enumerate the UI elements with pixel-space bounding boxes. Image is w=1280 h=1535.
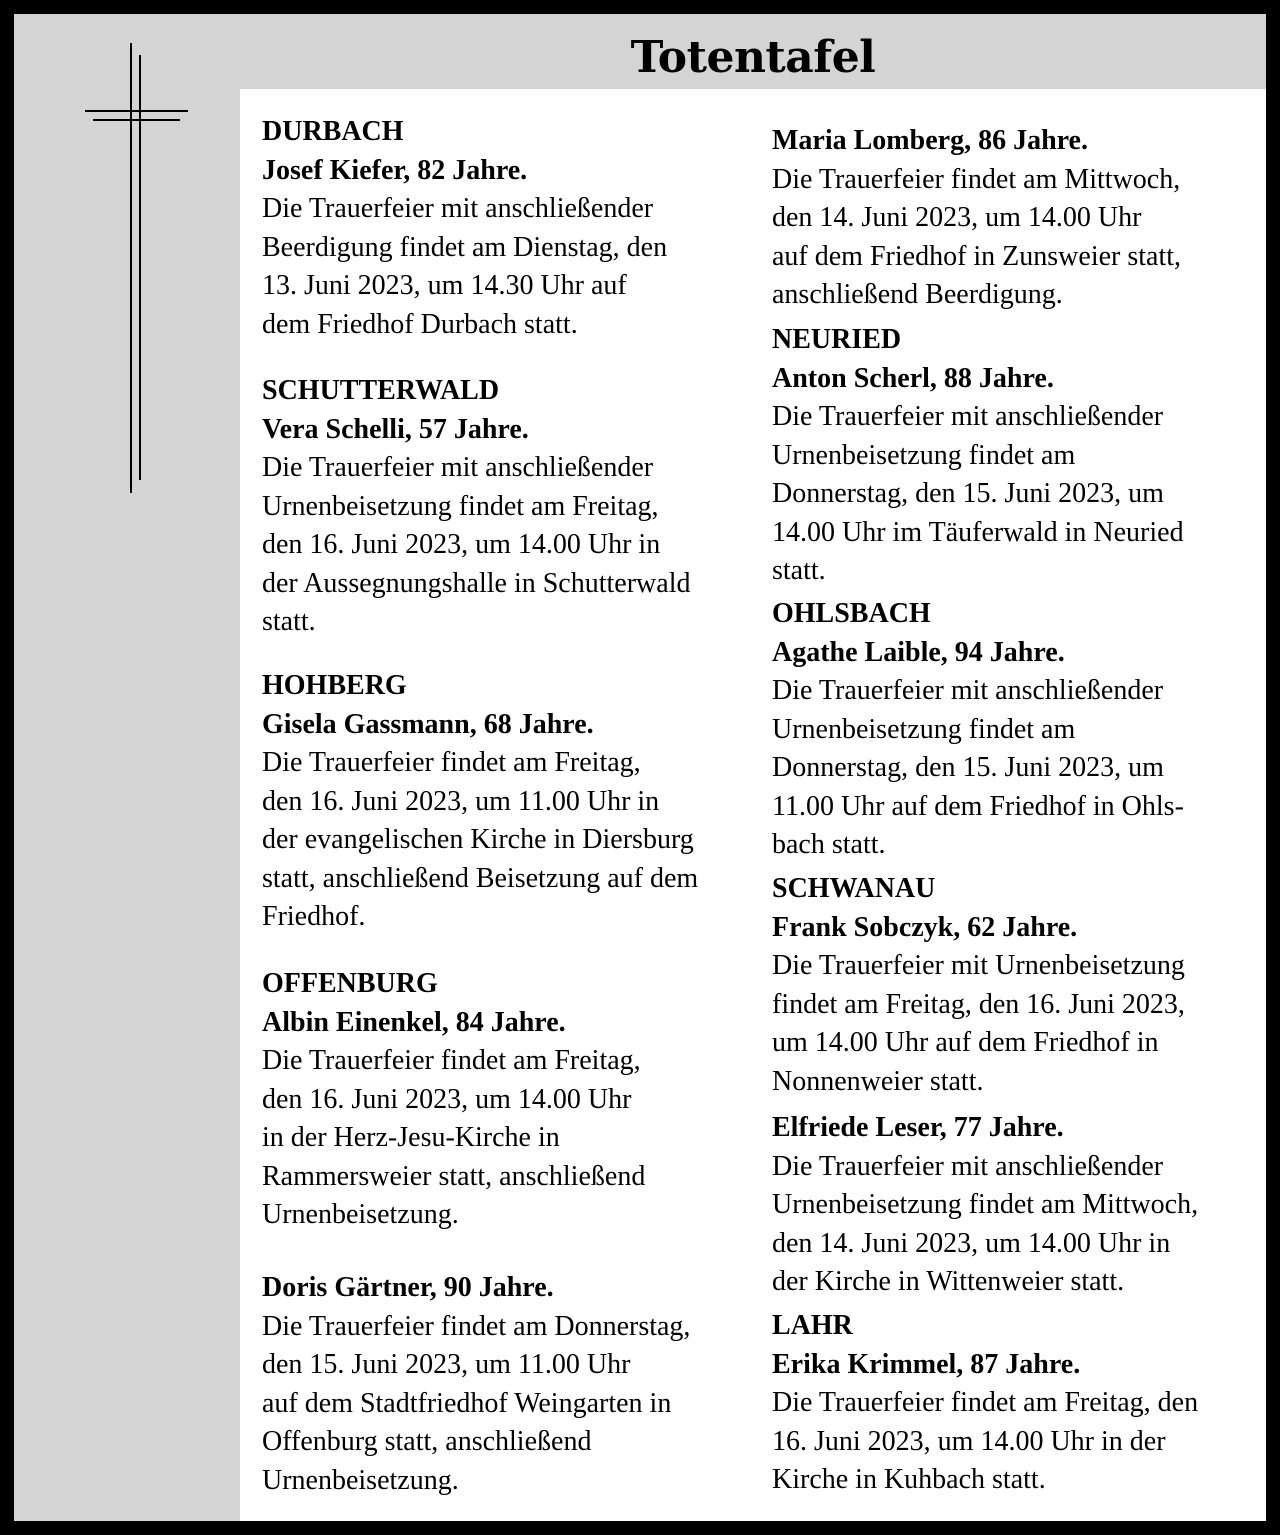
text-line: 11.00 Uhr auf dem Friedhof in Ohls- bbox=[772, 790, 1184, 822]
person-name: Albin Einenkel, 84 Jahre. bbox=[262, 1006, 566, 1038]
text-line: den 16. Juni 2023, um 14.00 Uhr bbox=[262, 1083, 632, 1115]
ceremony-text bbox=[772, 398, 1252, 591]
obituary-entry bbox=[772, 870, 1252, 1101]
text-line: der Aussegnungshalle in Schutterwald bbox=[262, 567, 691, 599]
place-heading: OHLSBACH bbox=[772, 598, 931, 629]
text-line: Kirche in Kuhbach statt. bbox=[772, 1464, 1046, 1495]
place-heading: LAHR bbox=[772, 1310, 853, 1341]
text-line: Donnerstag, den 15. Juni 2023, um bbox=[772, 478, 1164, 509]
text-line: um 14.00 Uhr auf dem Friedhof in bbox=[772, 1027, 1159, 1058]
person-name: Doris Gärtner, 90 Jahre. bbox=[262, 1272, 554, 1303]
place-heading: DURBACH bbox=[262, 116, 404, 147]
text-line: Die Trauerfeier findet am Donnerstag, bbox=[262, 1310, 691, 1342]
text-line: 14.00 Uhr im Täuferwald in Neuried bbox=[772, 516, 1184, 548]
cross-icon bbox=[71, 43, 191, 493]
text-line: statt, anschließend Beisetzung auf dem bbox=[262, 862, 699, 894]
person-name: Vera Schelli, 57 Jahre. bbox=[262, 413, 529, 445]
obituary-entry bbox=[772, 595, 1252, 865]
text-line: statt. bbox=[262, 606, 316, 637]
ceremony-text bbox=[772, 161, 1252, 315]
text-line: den 14. Juni 2023, um 14.00 Uhr bbox=[772, 202, 1142, 233]
text-line: Friedhof. bbox=[262, 901, 366, 932]
ceremony-text bbox=[262, 1308, 742, 1501]
text-line: Urnenbeisetzung findet am bbox=[772, 713, 1076, 745]
text-line: bach statt. bbox=[772, 829, 886, 860]
person-name: Erika Krimmel, 87 Jahre. bbox=[772, 1348, 1081, 1380]
place-heading: SCHUTTERWALD bbox=[262, 375, 500, 406]
obituary-entry bbox=[262, 1269, 742, 1500]
place-heading: NEURIED bbox=[772, 324, 902, 355]
text-line: Urnenbeisetzung. bbox=[262, 1464, 459, 1496]
text-line: Nonnenweier statt. bbox=[772, 1065, 984, 1097]
ceremony-text bbox=[262, 190, 742, 344]
ceremony-text bbox=[262, 744, 742, 937]
text-line: den 16. Juni 2023, um 11.00 Uhr in bbox=[262, 785, 660, 817]
obituary-entry bbox=[262, 372, 742, 642]
ceremony-text bbox=[262, 1042, 742, 1235]
text-line: Die Trauerfeier findet am Freitag, den bbox=[772, 1387, 1199, 1418]
ceremony-text bbox=[262, 449, 742, 642]
person-name: Gisela Gassmann, 68 Jahre. bbox=[262, 708, 594, 740]
text-line: den 16. Juni 2023, um 14.00 Uhr in bbox=[262, 529, 661, 560]
text-line: Die Trauerfeier findet am Mittwoch, bbox=[772, 163, 1181, 195]
text-line: Beerdigung findet am Dienstag, den bbox=[262, 231, 668, 263]
text-line: Urnenbeisetzung findet am Freitag, bbox=[262, 490, 659, 522]
text-line: dem Friedhof Durbach statt. bbox=[262, 308, 578, 340]
obituary-entry bbox=[772, 321, 1252, 591]
text-line: Urnenbeisetzung findet am bbox=[772, 439, 1076, 471]
obituary-entry bbox=[772, 1109, 1252, 1302]
text-line: 13. Juni 2023, um 14.30 Uhr auf bbox=[262, 270, 627, 301]
page-title: Totentafel bbox=[630, 32, 876, 83]
text-line: Rammersweier statt, anschließend bbox=[262, 1160, 646, 1192]
text-line: auf dem Friedhof in Zunsweier statt, bbox=[772, 240, 1182, 272]
text-line: findet am Freitag, den 16. Juni 2023, bbox=[772, 988, 1185, 1020]
place-heading: SCHWANAU bbox=[772, 873, 936, 904]
place-heading: OFFENBURG bbox=[262, 968, 438, 999]
person-name: Josef Kiefer, 82 Jahre. bbox=[262, 154, 528, 186]
text-line: Offenburg statt, anschließend bbox=[262, 1426, 592, 1457]
person-name: Frank Sobczyk, 62 Jahre. bbox=[772, 911, 1078, 943]
obituary-entry bbox=[262, 113, 742, 344]
text-line: den 15. Juni 2023, um 11.00 Uhr bbox=[262, 1349, 631, 1380]
obituary-entry bbox=[772, 1307, 1252, 1500]
obituary-entry bbox=[262, 965, 742, 1235]
text-line: den 14. Juni 2023, um 14.00 Uhr in bbox=[772, 1227, 1171, 1259]
text-line: auf dem Stadtfriedhof Weingarten in bbox=[262, 1387, 672, 1419]
person-name: Anton Scherl, 88 Jahre. bbox=[772, 362, 1054, 394]
person-name: Agathe Laible, 94 Jahre. bbox=[772, 636, 1065, 668]
text-line: der Kirche in Wittenweier statt. bbox=[772, 1266, 1125, 1297]
obituary-entry bbox=[772, 122, 1252, 315]
ceremony-text bbox=[772, 672, 1252, 865]
text-line: Donnerstag, den 15. Juni 2023, um bbox=[772, 752, 1164, 783]
text-line: Die Trauerfeier mit anschließender bbox=[772, 401, 1164, 432]
obituary-entry bbox=[262, 667, 742, 937]
text-line: Die Trauerfeier mit anschließender bbox=[262, 193, 654, 224]
text-line: in der Herz-Jesu-Kirche in bbox=[262, 1122, 560, 1153]
person-name: Maria Lomberg, 86 Jahre. bbox=[772, 125, 1088, 156]
text-line: Die Trauerfeier mit anschließender bbox=[262, 452, 654, 483]
text-line: anschließend Beerdigung. bbox=[772, 279, 1063, 310]
person-name: Elfriede Leser, 77 Jahre. bbox=[772, 1112, 1064, 1143]
text-line: statt. bbox=[772, 555, 826, 586]
text-line: Die Trauerfeier findet am Freitag, bbox=[262, 747, 641, 778]
place-heading: HOHBERG bbox=[262, 670, 407, 701]
ceremony-text bbox=[772, 1384, 1252, 1500]
text-line: 16. Juni 2023, um 14.00 Uhr in der bbox=[772, 1425, 1166, 1457]
ceremony-text bbox=[772, 1148, 1252, 1302]
text-line: Die Trauerfeier findet am Freitag, bbox=[262, 1045, 641, 1076]
text-line: Urnenbeisetzung. bbox=[262, 1199, 459, 1230]
text-line: Die Trauerfeier mit anschließender bbox=[772, 675, 1164, 706]
text-line: der evangelischen Kirche in Diersburg bbox=[262, 824, 694, 855]
obituary-list bbox=[240, 89, 1266, 1521]
text-line: Die Trauerfeier mit anschließender bbox=[772, 1150, 1164, 1182]
ceremony-text bbox=[772, 947, 1252, 1101]
text-line: Die Trauerfeier mit Urnenbeisetzung bbox=[772, 950, 1185, 981]
text-line: Urnenbeisetzung findet am Mittwoch, bbox=[772, 1189, 1199, 1220]
